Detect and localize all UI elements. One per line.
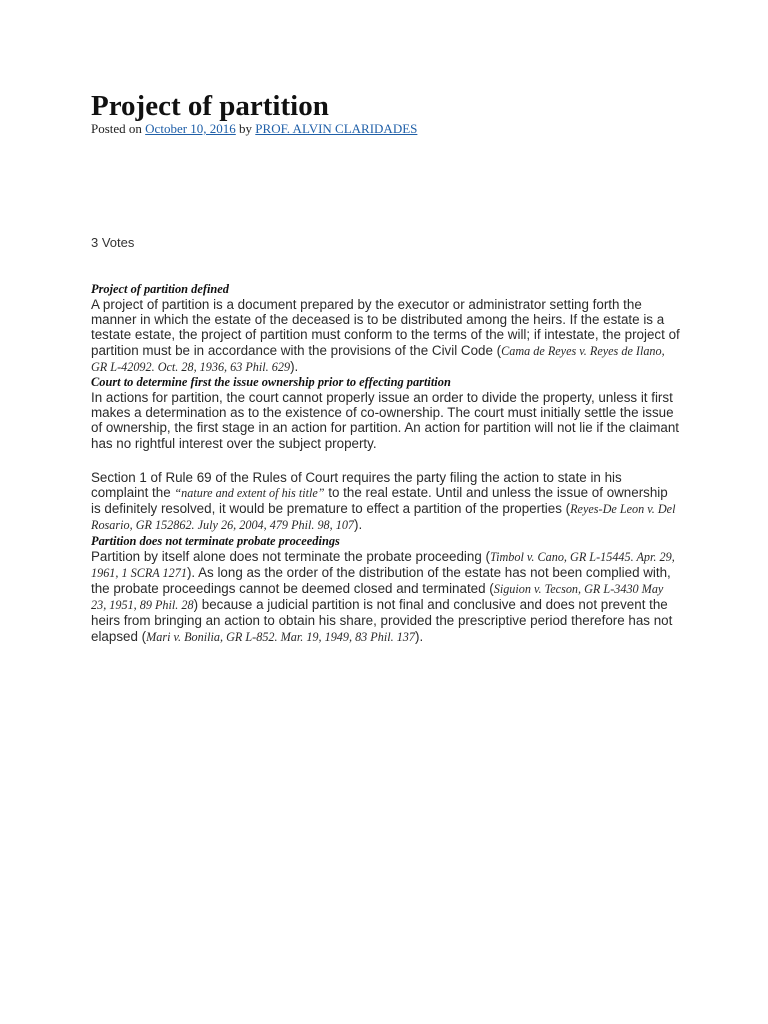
article-body <box>91 282 681 645</box>
quoted-phrase: “nature and extent of his title” <box>174 486 325 501</box>
case-citation: Timbol v. Cano, GR L-15445. Apr. 29, 1961, 1 SCRA 1271 <box>91 549 675 580</box>
page-title: Project of partition <box>91 90 329 122</box>
paragraph-text: ). <box>290 358 299 374</box>
votes-count: 3 Votes <box>91 235 135 250</box>
post-meta <box>91 121 417 137</box>
paragraph <box>91 549 681 645</box>
by-label: by <box>239 121 253 136</box>
paragraph-text: ). <box>354 517 363 533</box>
paragraph-text: ) because a judicial partition is not final and conclusive and does not prevent the heirs from bringing an action to obtain his share, provided the prescriptive period therefore has not elapsed ( <box>91 597 673 644</box>
author-link[interactable]: PROF. ALVIN CLARIDADES <box>255 121 418 136</box>
paragraph-text: Partition by itself alone does not terminate the probate proceeding ( <box>91 548 490 564</box>
case-citation: Siguion v. Tecson, GR L-3430 May 23, 1951, 89 Phil. 28 <box>91 582 664 613</box>
paragraph-text: ). As long as the order of the distribution of the estate has not been complied with, the probate proceedings cannot be deemed closed and terminated ( <box>91 564 671 597</box>
paragraph-text: to the real estate. Until and unless the issue of ownership is definitely resolved, it would be premature to effect a partition of the properties ( <box>91 485 668 517</box>
case-citation: Mari v. Bonilia, GR L-852. Mar. 19, 1949, 83 Phil. 137 <box>146 629 415 644</box>
case-citation: Cama de Reyes v. Reyes de Ilano, GR L-42092. Oct. 28, 1936, 63 Phil. 629 <box>91 343 665 374</box>
paragraph <box>91 470 681 534</box>
case-citation: Reyes-De Leon v. Del Rosario, GR 152862. July 26, 2004, 479 Phil. 98, 107 <box>91 502 676 533</box>
paragraph-text: ). <box>415 628 424 644</box>
paragraph <box>91 297 681 375</box>
section-heading: Court to determine first the issue ownership prior to effecting partition <box>91 375 451 390</box>
paragraph-text: Section 1 of Rule 69 of the Rules of Court requires the party filing the action to state in his complaint the <box>91 469 622 501</box>
post-date-link[interactable]: October 10, 2016 <box>145 121 236 136</box>
paragraph: In actions for partition, the court cannot properly issue an order to divide the property, unless it first makes a determination as to the existence of co-ownership. The court must initially settle the issue of ownership, the first stage in an action for partition. An action for partition will not lie if the claimant has no rightful interest over the subject property. <box>91 390 680 451</box>
section-heading: Partition does not terminate probate proceedings <box>91 533 340 548</box>
paragraph-gap <box>91 451 681 470</box>
section-heading: Project of partition defined <box>91 282 230 296</box>
posted-on-label: Posted on <box>91 121 142 136</box>
paragraph-text: A project of partition is a document prepared by the executor or administrator setting forth the manner in which the estate of the deceased is to be distributed among the heirs. If the estate is a testate estate, the project of partition must conform to the terms of the will; if intestate, the project of partition must be in accordance with the provisions of the Civil Code ( <box>91 297 680 358</box>
